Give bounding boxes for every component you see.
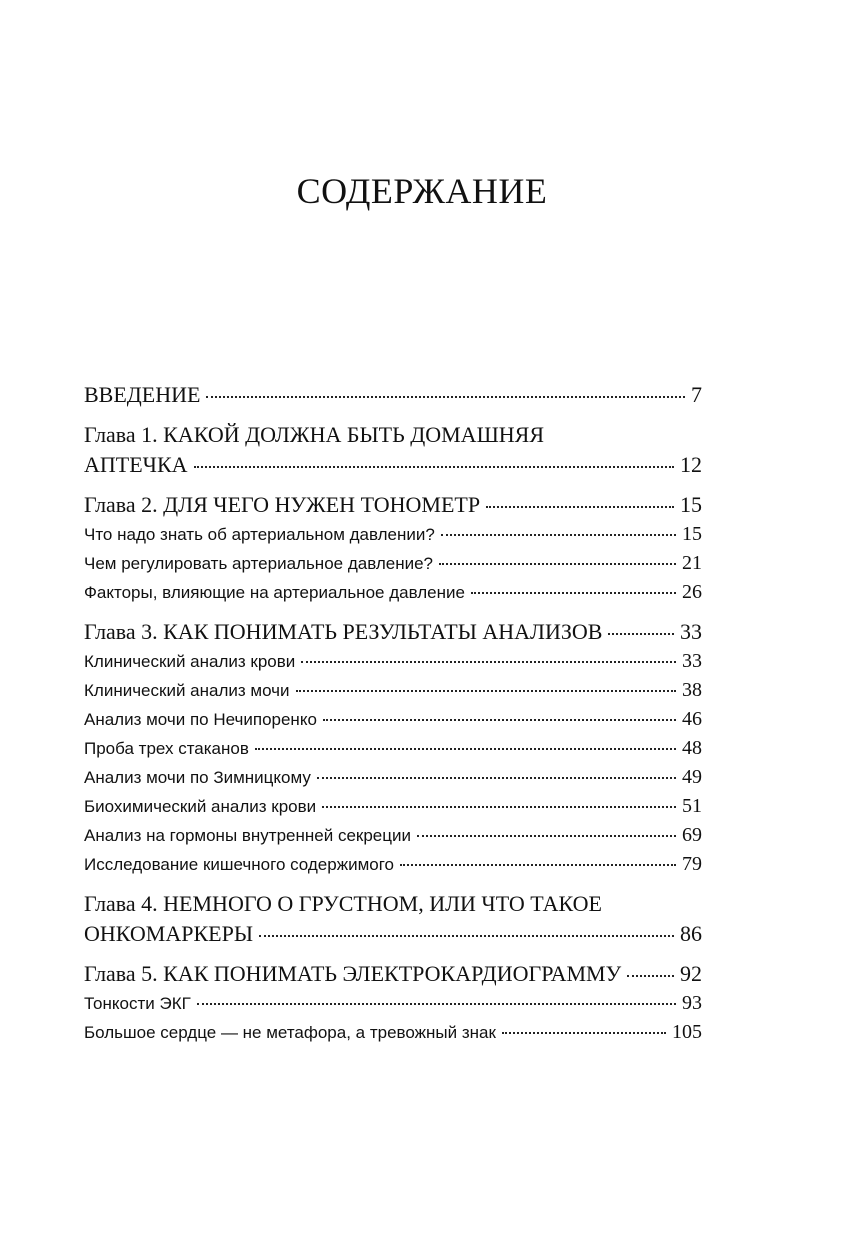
toc-chapter-4-title-line2: ОНКОМАРКЕРЫ (84, 921, 254, 946)
dot-leader (417, 835, 676, 837)
dot-leader (259, 935, 674, 937)
toc-section[interactable] (84, 578, 702, 607)
toc-group-chapter-2 (84, 490, 702, 607)
toc-chapter-4[interactable] (84, 919, 702, 949)
page-title: СОДЕРЖАНИЕ (296, 171, 548, 211)
toc-section[interactable] (84, 520, 702, 549)
toc-section[interactable] (84, 850, 702, 879)
dot-leader (486, 506, 674, 508)
toc-page-number: 93 (682, 992, 702, 1014)
dot-leader (502, 1032, 666, 1034)
toc-chapter-3[interactable] (84, 617, 702, 647)
dot-leader (608, 633, 674, 635)
toc-section[interactable] (84, 763, 702, 792)
toc-page-number: 21 (682, 552, 702, 574)
toc-chapter-1[interactable] (84, 450, 702, 480)
toc-page-number: 86 (680, 921, 702, 946)
toc-page-number: 105 (672, 1021, 702, 1043)
dot-leader (255, 748, 676, 750)
toc-page-number: 15 (680, 492, 702, 517)
dot-leader (441, 534, 676, 536)
dot-leader (627, 975, 674, 977)
toc-section[interactable] (84, 821, 702, 850)
toc-page-number: 92 (680, 961, 702, 986)
dot-leader (296, 690, 676, 692)
toc-chapter-3-title: Глава 3. КАК ПОНИМАТЬ РЕЗУЛЬТАТЫ АНАЛИЗОВ (84, 619, 603, 644)
toc-section[interactable] (84, 676, 702, 705)
toc-page-number: 69 (682, 824, 702, 846)
toc-section-label: Что надо знать об артериальном давлении? (84, 525, 435, 544)
toc-section-label: Чем регулировать артериальное давление? (84, 554, 434, 573)
toc-group-chapter-4 (84, 889, 702, 949)
dot-leader (323, 719, 676, 721)
dot-leader (206, 396, 685, 398)
toc-section-label: Клинический анализ крови (84, 652, 296, 671)
toc-section-label: Тонкости ЭКГ (84, 994, 191, 1013)
toc-page-number: 7 (691, 382, 702, 407)
toc-chapter-5[interactable] (84, 959, 702, 989)
toc-page-number: 15 (682, 523, 702, 545)
toc-section-label: Факторы, влияющие на артериальное давление (84, 583, 465, 602)
toc-page-number: 26 (682, 581, 702, 603)
dot-leader (301, 661, 676, 663)
dot-leader (400, 864, 676, 866)
toc-page-number: 51 (682, 795, 702, 817)
dot-leader (197, 1003, 676, 1005)
toc-page-number: 38 (682, 679, 702, 701)
toc-section-label: Анализ мочи по Нечипоренко (84, 710, 317, 729)
toc-section-label: Большое сердце — не метафора, а тревожный знак (84, 1023, 496, 1042)
toc-section[interactable] (84, 705, 702, 734)
dot-leader (194, 466, 674, 468)
toc-chapter-2[interactable] (84, 490, 702, 520)
dot-leader (471, 592, 676, 594)
toc-entry-label: ВВЕДЕНИЕ (84, 382, 201, 407)
toc-page-number: 49 (682, 766, 702, 788)
toc-section[interactable] (84, 647, 702, 676)
toc-group-chapter-1 (84, 420, 702, 480)
toc-chapter-1-title-line2: АПТЕЧКА (84, 452, 188, 477)
toc-section-label: Клинический анализ мочи (84, 681, 290, 700)
table-of-contents (84, 380, 702, 1057)
toc-page-number: 33 (682, 650, 702, 672)
toc-page-number: 48 (682, 737, 702, 759)
toc-group-intro (84, 380, 702, 410)
toc-page-number: 79 (682, 853, 702, 875)
toc-group-chapter-3 (84, 617, 702, 879)
toc-page-number: 33 (680, 619, 702, 644)
toc-page-number: 12 (680, 452, 702, 477)
toc-section-label: Биохимический анализ крови (84, 797, 317, 816)
toc-section-label: Исследование кишечного содержимого (84, 855, 395, 874)
toc-entry-intro[interactable] (84, 380, 702, 410)
toc-chapter-5-title: Глава 5. КАК ПОНИМАТЬ ЭЛЕКТРОКАРДИОГРАММУ (84, 961, 622, 986)
toc-section[interactable] (84, 734, 702, 763)
dot-leader (317, 777, 676, 779)
toc-chapter-4-title-line1[interactable]: Глава 4. НЕМНОГО О ГРУСТНОМ, ИЛИ ЧТО ТАКОЕ (84, 891, 602, 916)
toc-section-label: Анализ на гормоны внутренней секреции (84, 826, 411, 845)
toc-section[interactable] (84, 1018, 702, 1047)
toc-page-number: 46 (682, 708, 702, 730)
dot-leader (439, 563, 676, 565)
toc-section-label: Проба трех стаканов (84, 739, 249, 758)
toc-section-label: Анализ мочи по Зимницкому (84, 768, 311, 787)
toc-group-chapter-5 (84, 959, 702, 1047)
toc-chapter-2-title: Глава 2. ДЛЯ ЧЕГО НУЖЕН ТОНОМЕТР (84, 492, 481, 517)
toc-section[interactable] (84, 989, 702, 1018)
toc-chapter-1-title-line1[interactable]: Глава 1. КАКОЙ ДОЛЖНА БЫТЬ ДОМАШНЯЯ (84, 422, 545, 447)
toc-section[interactable] (84, 792, 702, 821)
toc-section[interactable] (84, 549, 702, 578)
dot-leader (322, 806, 676, 808)
